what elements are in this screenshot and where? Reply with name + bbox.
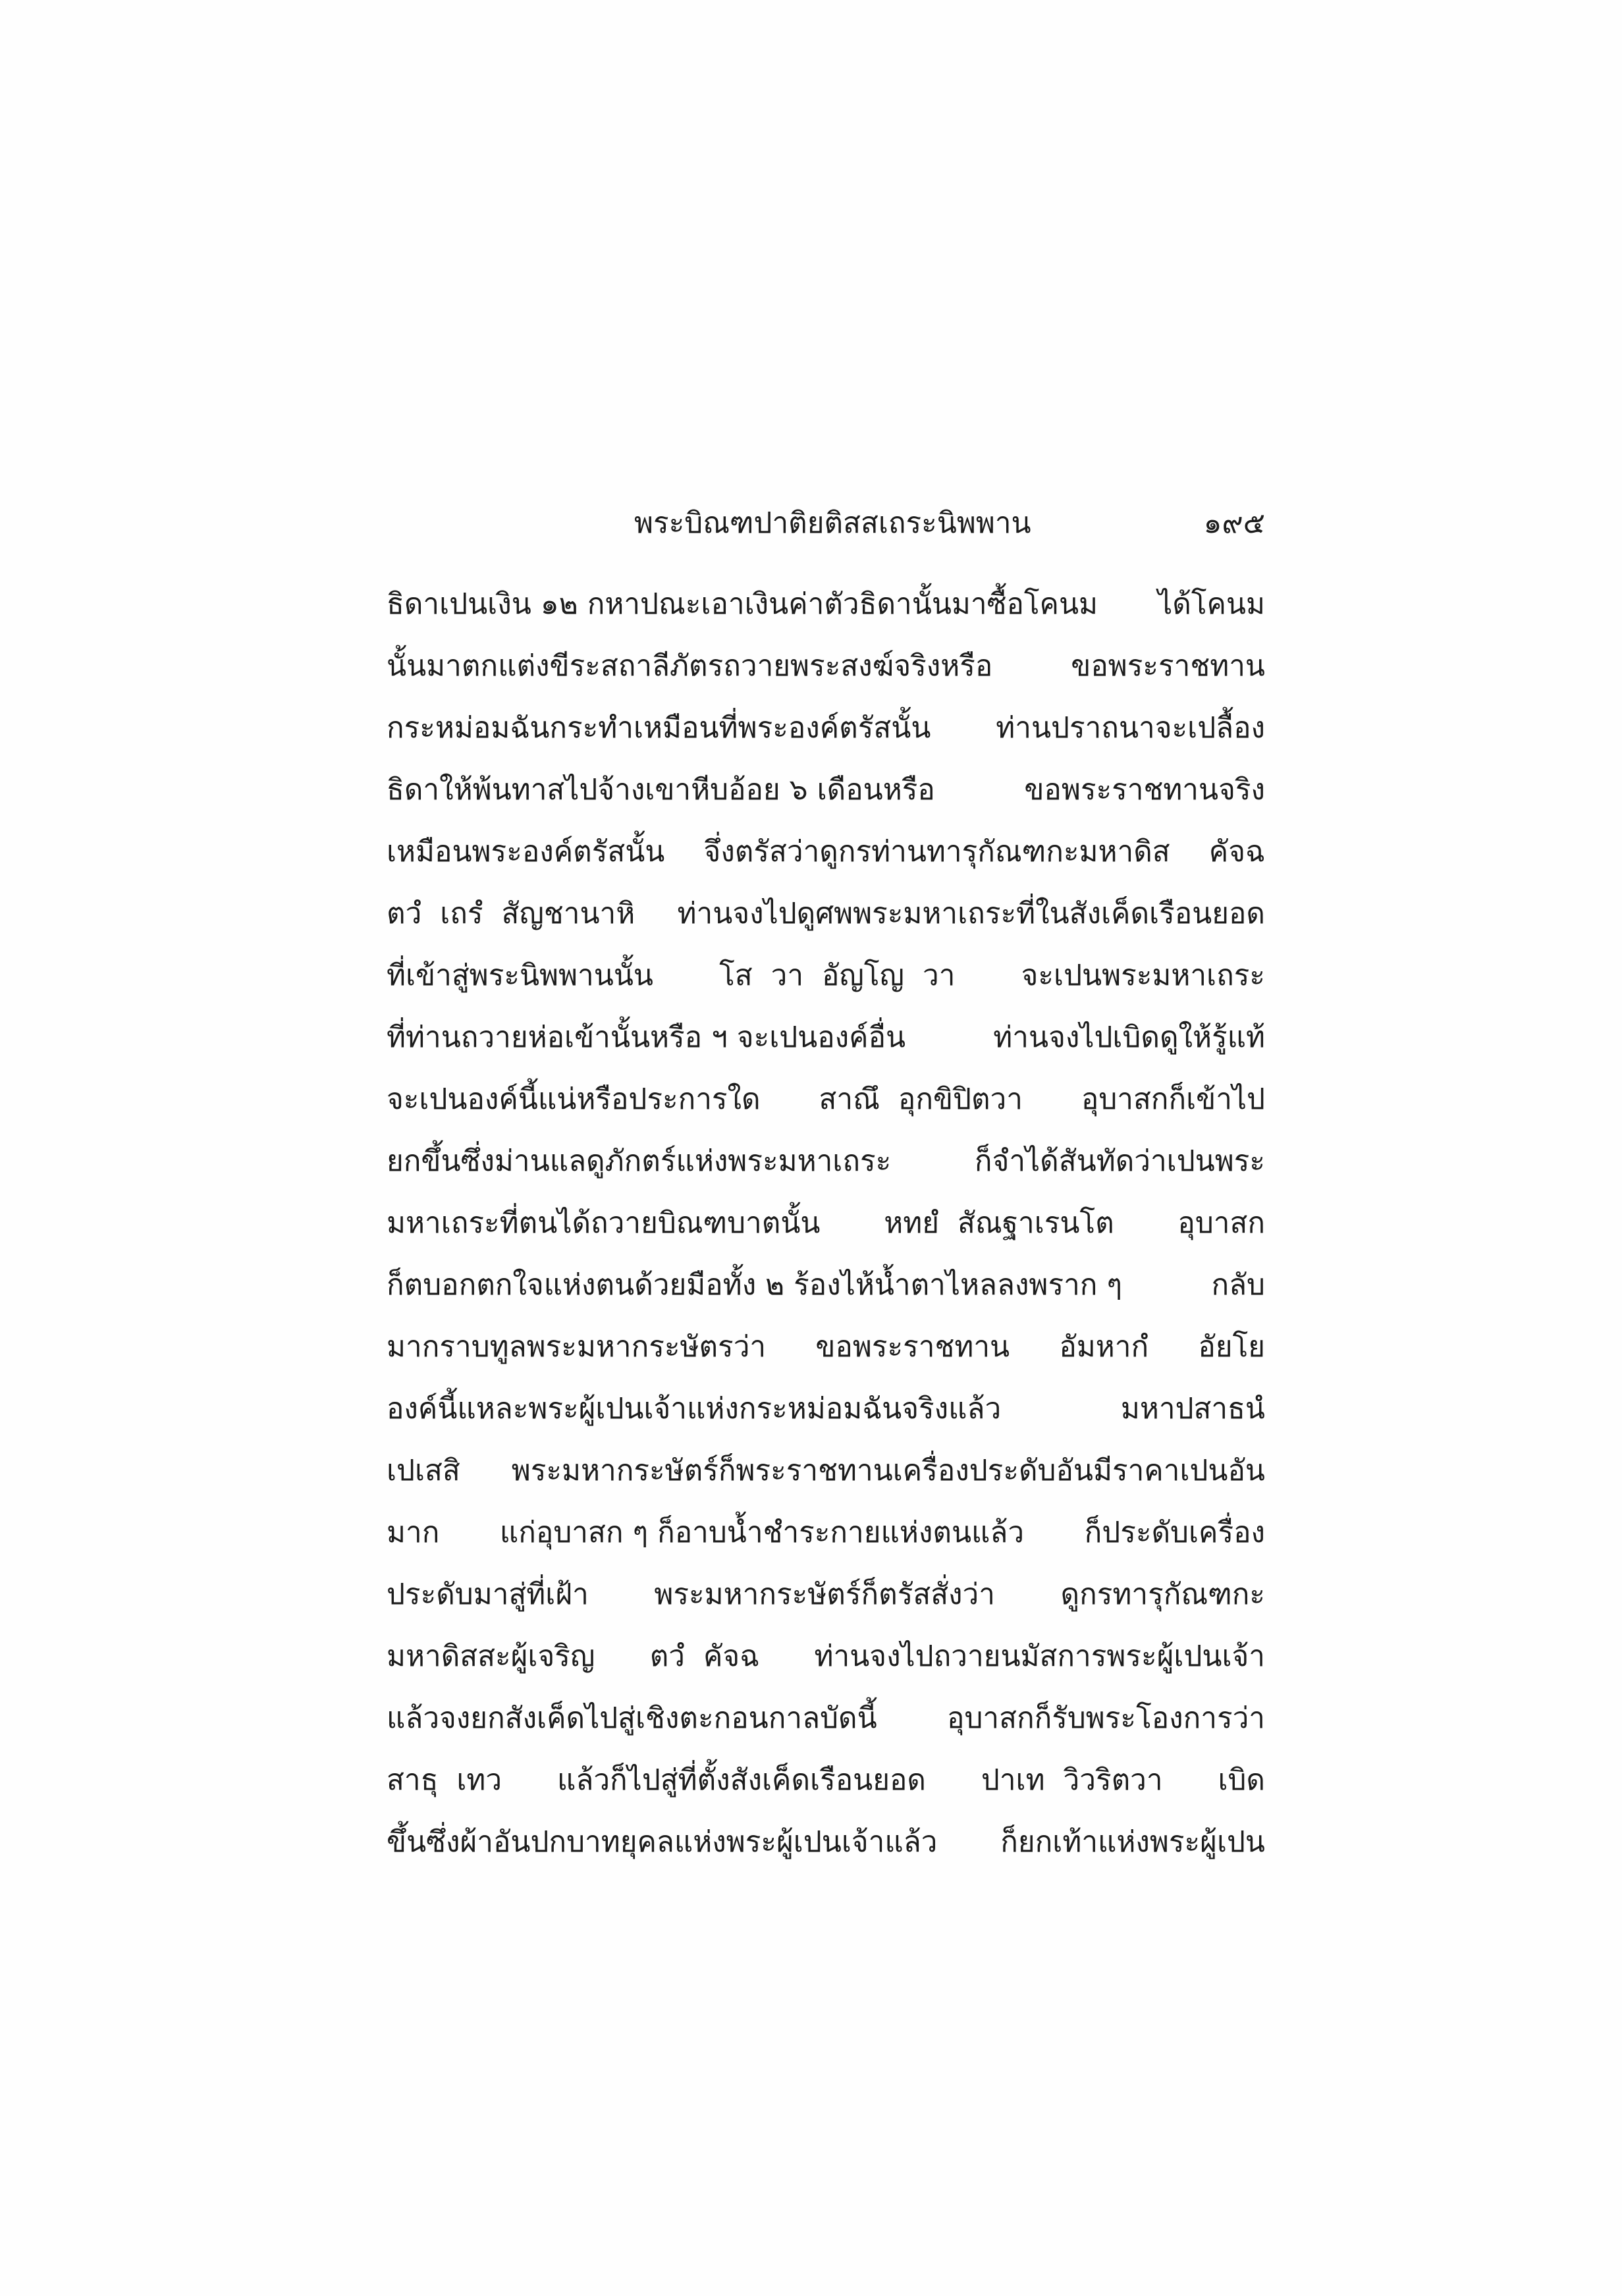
text-segment: แก่อุบาสก ๆ ก็อาบน้ำชำระกายแห่งตนแล้ว [499,1516,1025,1549]
pali-segment: ตวํ คัจฉ [649,1640,760,1673]
text-line [387,1440,1265,1502]
pali-segment: สาณึ อุกขิปิตวา [819,1082,1023,1116]
text-segment: ก็ประดับเครื่อง [1084,1516,1265,1549]
text-line [387,1131,1265,1192]
text-segment: แล้วก็ไปสู่ที่ตั้งสังเค็ดเรือนยอด [557,1763,927,1797]
text-segment: มหาเถระที่ตนได้ถวายบิณฑบาตนั้น [387,1206,821,1240]
page-number: ๑๙๕ [1203,506,1265,540]
text-line [387,821,1265,883]
pali-segment: หทยํ สัณฐาเรนโต [884,1206,1114,1240]
text-segment: นั้นมาตกแต่งขีระสถาลีภัตรถวายพระสงฆ์จริงหรือ [387,649,993,683]
text-segment: มากราบทูลพระมหากระษัตรว่า [387,1330,767,1364]
text-line [387,697,1265,759]
text-segment: ขอพระราชทานจริง [1024,773,1265,807]
text-segment: พระมหากระษัตร์ก็ตรัสสั่งว่า [654,1578,995,1611]
text-segment: จะเปนพระมหาเถระ [1021,959,1265,992]
text-line [387,1316,1265,1378]
text-segment: อุบาสกก็เข้าไป [1081,1082,1265,1116]
text-segment: อุบาสก [1177,1206,1265,1240]
text-segment: มหาดิสสะผู้เจริญ [387,1640,595,1673]
body-text [387,574,1265,1873]
text-segment: จะเปนองค์นี้แน่หรือประการใด [387,1082,761,1116]
page-header [387,493,1265,554]
text-segment: ธิดาเปนเงิน ๑๒ กหาปณะเอาเงินค่าตัวธิดานั้นมาซื้อโคนม [387,587,1098,621]
text-segment: ก็จำได้สันทัดว่าเปนพระ [974,1144,1265,1178]
text-line [387,945,1265,1007]
text-line [387,1502,1265,1564]
text-segment: ท่านจงไปถวายนมัสการพระผู้เปนเจ้า [814,1640,1265,1673]
text-segment: จึ่งตรัสว่าดูกรท่านทารุกัณฑกะมหาดิส [703,835,1170,868]
text-line [387,1564,1265,1626]
text-line [387,1688,1265,1749]
pali-segment: สาธุ เทว [387,1763,502,1797]
running-title: พระบิณฑปาติยติสสเถระนิพพาน [634,506,1031,540]
text-line [387,1378,1265,1440]
text-segment: เบิด [1218,1763,1265,1797]
text-segment: มาก [387,1516,440,1549]
text-segment: เหมือนพระองค์ตรัสนั้น [387,835,665,868]
text-segment: ประดับมาสู่ที่เฝ้า [387,1578,589,1611]
text-segment: ขอพระราชทาน [1071,649,1265,683]
text-segment: ท่านจงไปเบิดดูให้รู้แท้ [993,1021,1265,1054]
text-segment: องค์นี้แหละพระผู้เปนเจ้าแห่งกระหม่อมฉันจริงแล้ว [387,1392,1002,1426]
text-segment: กระหม่อมฉันกระทำเหมือนที่พระองค์ตรัสนั้น [387,711,931,745]
text-line [387,1007,1265,1069]
text-segment: ได้โคนม [1158,587,1265,621]
pali-segment: เปเสสิ [387,1454,460,1487]
text-segment: ที่เข้าสู่พระนิพพานนั้น [387,959,653,992]
text-line [387,883,1265,945]
text-segment: แล้วจงยกสังเค็ดไปสู่เชิงตะกอนกาลบัดนี้ [387,1701,877,1735]
text-segment: ก็ยกเท้าแห่งพระผู้เปน [1000,1825,1265,1859]
text-line [387,1254,1265,1316]
text-segment: ขึ้นซึ่งผ้าอันปกบาทยุคลแห่งพระผู้เปนเจ้าแล้ว [387,1825,938,1859]
text-segment: ยกขึ้นซึ่งม่านแลดูภักตร์แห่งพระมหาเถระ [387,1144,892,1178]
pali-segment: อัยโย [1198,1330,1265,1364]
text-segment: ท่านปราถนาจะเปลื้อง [996,711,1265,745]
text-segment: ท่านจงไปดูศพพระมหาเถระที่ในสังเค็ดเรือนยอด [677,897,1265,930]
pali-segment: คัจฉ [1208,835,1265,868]
text-line [387,1192,1265,1254]
text-line [387,1626,1265,1688]
text-line [387,635,1265,697]
text-segment: กลับ [1211,1268,1265,1302]
pali-segment: อัมหากํ [1059,1330,1149,1364]
text-segment: ก็ตบอกตกใจแห่งตนด้วยมือทั้ง ๒ ร้องไห้น้ำตาไหลลงพราก ๆ [387,1268,1123,1302]
text-segment: อุบาสกก็รับพระโองการว่า [947,1701,1265,1735]
text-line [387,1069,1265,1131]
pali-segment: มหาปสาธนํ [1120,1392,1265,1426]
text-segment: ที่ท่านถวายห่อเข้านั้นหรือ ฯ จะเปนองค์อื่น [387,1021,906,1054]
text-segment: พระมหากระษัตร์ก็พระราชทานเครื่องประดับอันมีราคาเปนอัน [511,1454,1265,1487]
pali-segment: โส วา อัญโญ วา [719,959,956,992]
text-line [387,1749,1265,1811]
pali-segment: ตวํ เถรํ สัญชานาหิ [387,897,635,930]
text-segment: ขอพระราชทาน [815,1330,1010,1364]
text-line [387,1811,1265,1873]
text-line [387,574,1265,635]
text-line [387,759,1265,821]
text-segment: ธิดาให้พ้นทาสไปจ้างเขาหีบอ้อย ๖ เดือนหรือ [387,773,935,807]
pali-segment: ปาเท วิวริตวา [981,1763,1163,1797]
text-segment: ดูกรทารุกัณฑกะ [1060,1578,1265,1611]
